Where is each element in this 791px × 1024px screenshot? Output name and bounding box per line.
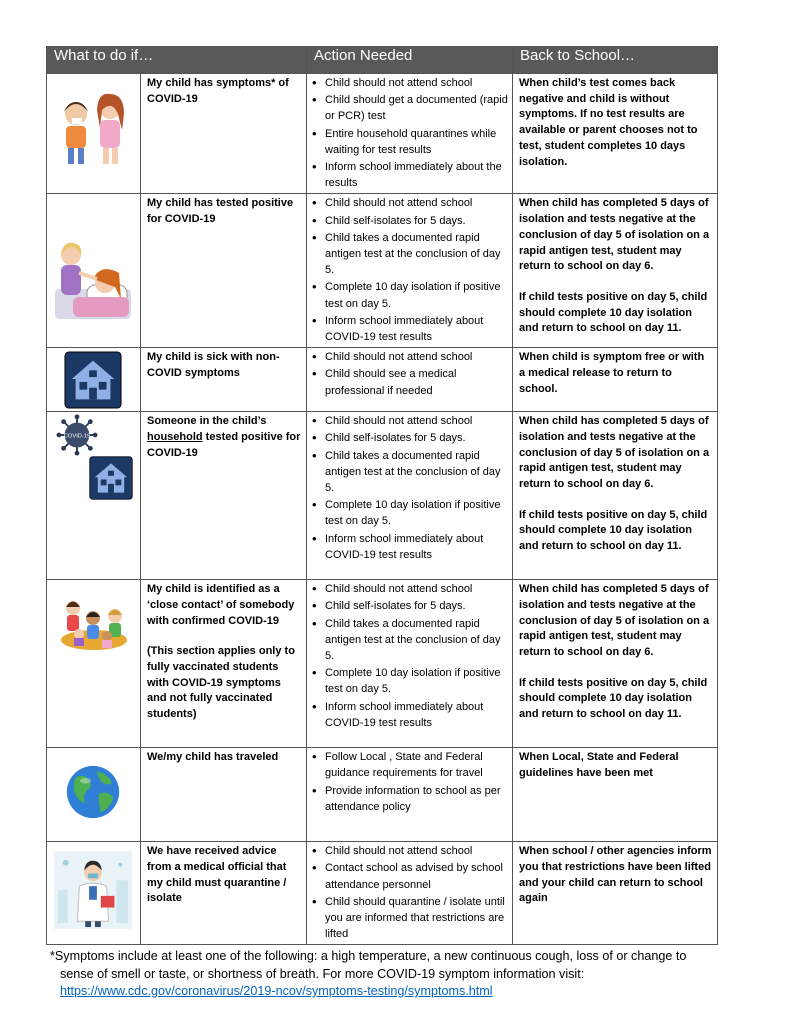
list-item: • Child takes a documented rapid antigen test at the conclusion of day 5.	[325, 230, 508, 279]
list-item: • Child should not attend school	[325, 75, 508, 91]
footnote	[50, 948, 750, 1001]
list-item: • Inform school immediately about COVID-19 test results	[325, 313, 508, 345]
table-row	[47, 194, 718, 348]
table-row	[47, 842, 718, 945]
header-action-needed: Action Needed	[307, 47, 513, 74]
table-row	[47, 412, 718, 580]
virus-label: COVID-19	[63, 433, 91, 440]
table-row	[47, 580, 718, 748]
action-cell	[307, 194, 513, 348]
guidance-table	[46, 46, 718, 945]
list-item: • Complete 10 day isolation if positive test on day 5.	[325, 279, 508, 311]
list-item: • Child should quarantine / isolate until you are informed that restrictions are lifted	[325, 894, 508, 943]
table-row	[47, 348, 718, 412]
sick-children-icon	[54, 84, 134, 174]
list-item: • Provide information to school as per attendance policy	[325, 783, 508, 815]
list-item: • Child takes a documented rapid antigen test at the conclusion of day 5.	[325, 616, 508, 665]
list-item: • Follow Local , State and Federal guidance requirements for travel	[325, 749, 508, 781]
list-item: • Inform school immediately about the results	[325, 159, 508, 191]
list-item: • Child self-isolates for 5 days.	[325, 598, 508, 614]
action-cell	[307, 348, 513, 412]
list-item: • Complete 10 day isolation if positive test on day 5.	[325, 665, 508, 697]
back-to-school-cell: When school / other agencies inform you that restrictions have been lifted and your child can return to school again	[513, 842, 718, 945]
footnote-line-1: *Symptoms include at least one of the following: a high temperature, a new continuous cough, loss of or change to	[50, 949, 687, 963]
back-to-school-cell: When child has completed 5 days of isolation and tests negative at the conclusion of day 5 of isolation on a rapid antigen test, student may return to school on day 6. If child tests positive on day 5, child should complete 10 day isolation and return to school on day 11.	[513, 580, 718, 748]
action-cell	[307, 74, 513, 194]
action-cell	[307, 842, 513, 945]
table-header-row	[47, 47, 718, 74]
list-item: • Child takes a documented rapid antigen test at the conclusion of day 5.	[325, 448, 508, 497]
list-item: • Complete 10 day isolation if positive test on day 5.	[325, 497, 508, 529]
action-cell	[307, 748, 513, 842]
back-to-school-cell: When child has completed 5 days of isolation and tests negative at the conclusion of day 5 of isolation on a rapid antigen test, student may return to school on day 6. If child tests positive on day 5, child should complete 10 day isolation and return to school on day 11.	[513, 194, 718, 348]
header-what-to-do: What to do if…	[47, 47, 307, 74]
situation-cell: My child has symptoms* of COVID-19	[141, 74, 307, 194]
list-item: • Entire household quarantines while waiting for test results	[325, 126, 508, 158]
list-item: • Child self-isolates for 5 days.	[325, 213, 508, 229]
globe-icon	[65, 764, 121, 820]
list-item: • Inform school immediately about COVID-19 test results	[325, 699, 508, 731]
coronavirus-icon	[56, 414, 98, 456]
list-item: • Child should not attend school	[325, 349, 508, 365]
list-item: • Child should not attend school	[325, 195, 508, 211]
row-image-cell	[47, 348, 141, 412]
situation-cell: Someone in the child’s household tested positive for COVID-19	[141, 412, 307, 580]
list-item: • Child should not attend school	[325, 581, 508, 597]
action-cell	[307, 580, 513, 748]
list-item: • Child should not attend school	[325, 843, 508, 859]
table-row	[47, 74, 718, 194]
row-image-cell	[47, 748, 141, 842]
action-cell	[307, 412, 513, 580]
list-item: • Child should not attend school	[325, 413, 508, 429]
back-to-school-cell: When child has completed 5 days of isolation and tests negative at the conclusion of day 5 of isolation on a rapid antigen test, student may return to school on day 6. If child tests positive on day 5, child should complete 10 day isolation and return to school on day 11.	[513, 412, 718, 580]
doctor-icon	[54, 851, 132, 929]
table-row	[47, 748, 718, 842]
situation-cell: My child has tested positive for COVID-19	[141, 194, 307, 348]
caregiver-with-sick-child-icon	[53, 239, 133, 324]
row-image-cell	[47, 842, 141, 945]
situation-cell: We have received advice from a medical official that my child must quarantine / isolate	[141, 842, 307, 945]
cdc-symptoms-link[interactable]: https://www.cdc.gov/coronavirus/2019-ncov/symptoms-testing/symptoms.html	[60, 984, 493, 998]
group-of-children-icon	[59, 594, 129, 654]
row-image-cell	[47, 194, 141, 348]
list-item: • Inform school immediately about COVID-19 test results	[325, 531, 508, 563]
row-image-cell	[47, 74, 141, 194]
situation-cell: We/my child has traveled	[141, 748, 307, 842]
row-image-cell	[47, 580, 141, 748]
list-item: • Child should get a documented (rapid or PCR) test	[325, 92, 508, 124]
back-to-school-cell: When child’s test comes back negative and child is without symptoms. If no test results are available or parent chooses not to test, student completes 10 days isolation.	[513, 74, 718, 194]
footnote-line-2: sense of smell or taste, or shortness of breath. For more COVID-19 symptom information visit:	[60, 966, 585, 981]
house-icon	[89, 456, 133, 500]
back-to-school-cell: When Local, State and Federal guidelines have been met	[513, 748, 718, 842]
house-icon	[64, 351, 122, 409]
back-to-school-cell: When child is symptom free or with a medical release to return to school.	[513, 348, 718, 412]
list-item: • Child should see a medical professional if needed	[325, 366, 508, 398]
situation-cell: My child is sick with non-COVID symptoms	[141, 348, 307, 412]
header-back-to-school: Back to School…	[513, 47, 718, 74]
list-item: • Child self-isolates for 5 days.	[325, 430, 508, 446]
row-image-cell	[47, 412, 141, 580]
list-item: • Contact school as advised by school attendance personnel	[325, 860, 508, 892]
situation-cell: My child is identified as a ‘close contact’ of somebody with confirmed COVID-19 (This section applies only to fully vaccinated students with COVID-19 symptoms and not fully vaccinated students)	[141, 580, 307, 748]
